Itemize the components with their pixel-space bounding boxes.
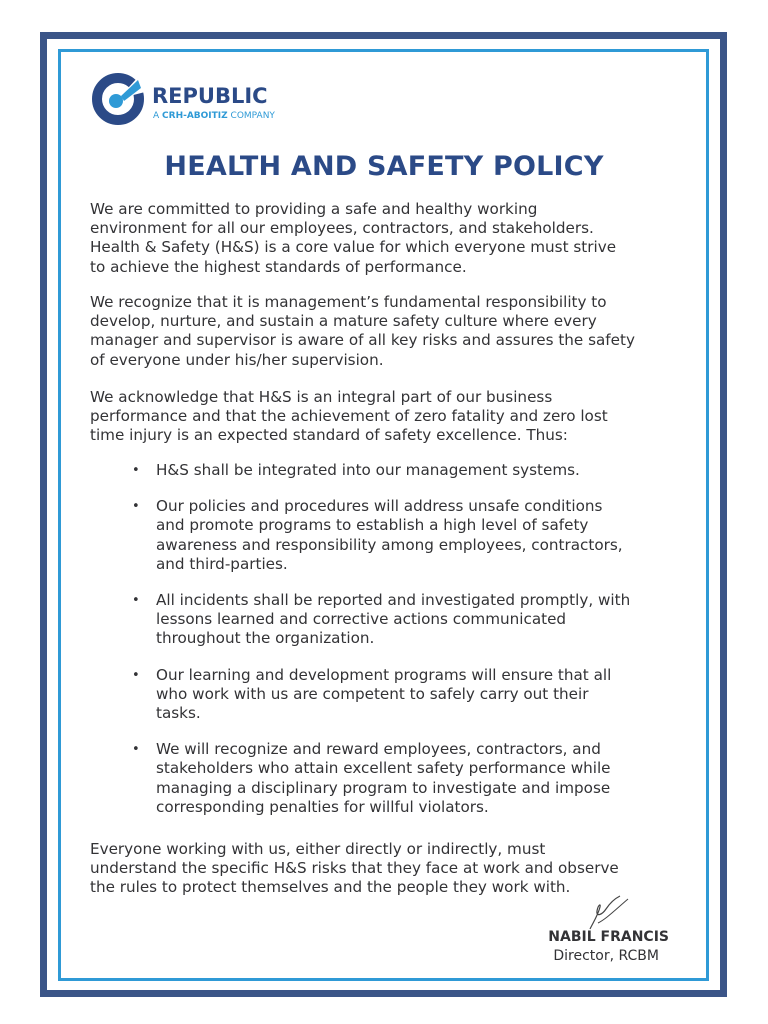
paragraph-commitment: We are committed to providing a safe and healthy working environment for all our employees, contractors, and stakeholders. Health & Safety (H&S) is a core value for which everyone must strive to achieve the highest standards of performance. [90,200,617,276]
list-item-text: Our learning and development programs will ensure that all who work with us are competent to safely carry out their tasks. [156,665,612,723]
bullet-icon: • [132,593,140,609]
republic-logo-icon [91,72,145,126]
logo-tagline: A CRH-ABOITIZ COMPANY [153,111,275,121]
list-item [130,740,690,817]
list-item-text: We will recognize and reward employees, contractors, and stakeholders who attain excellent safety performance while managing a disciplinary program to investigate and impose corresponding penalties for willful violators. [156,740,611,816]
bullet-icon: • [132,463,140,478]
logo-name: REPUBLIC [152,84,268,108]
signer-name: NABIL FRANCIS [548,929,669,945]
bullet-icon: • [132,499,140,515]
signature-mark [584,893,634,933]
paragraph-closing: Everyone working with us, either directly or indirectly, must understand the specific H&S risks that they face at work and observe the rules to protect themselves and the people they work with. [90,840,619,897]
list-item-text: All incidents shall be reported and investigated promptly, with lessons learned and corrective actions communicated throughout the organization. [156,591,631,648]
paragraph-acknowledgement: We acknowledge that H&S is an integral part of our business performance and that the achievement of zero fatality and zero lost time injury is an expected standard of safety excellence. Thus: [90,388,608,445]
policy-list [130,461,690,834]
list-item [130,666,690,724]
signer-title: Director, RCBM [553,948,659,964]
list-item [130,497,690,574]
page-title: HEALTH AND SAFETY POLICY [164,151,604,182]
list-item-text: Our policies and procedures will address unsafe conditions and promote programs to establish a high level of safety awareness and responsibility among employees, contractors, and third-parties. [156,497,623,573]
list-item [130,591,690,649]
paragraph-responsibility: We recognize that it is management’s fundamental responsibility to develop, nurture, and sustain a mature safety culture where every manager and supervisor is aware of all key risks and assures the safety of everyone under his/her supervision. [90,293,635,369]
bullet-icon: • [132,742,140,758]
list-item-text: H&S shall be integrated into our management systems. [156,461,580,479]
list-item [130,461,690,480]
bullet-icon: • [132,667,140,683]
